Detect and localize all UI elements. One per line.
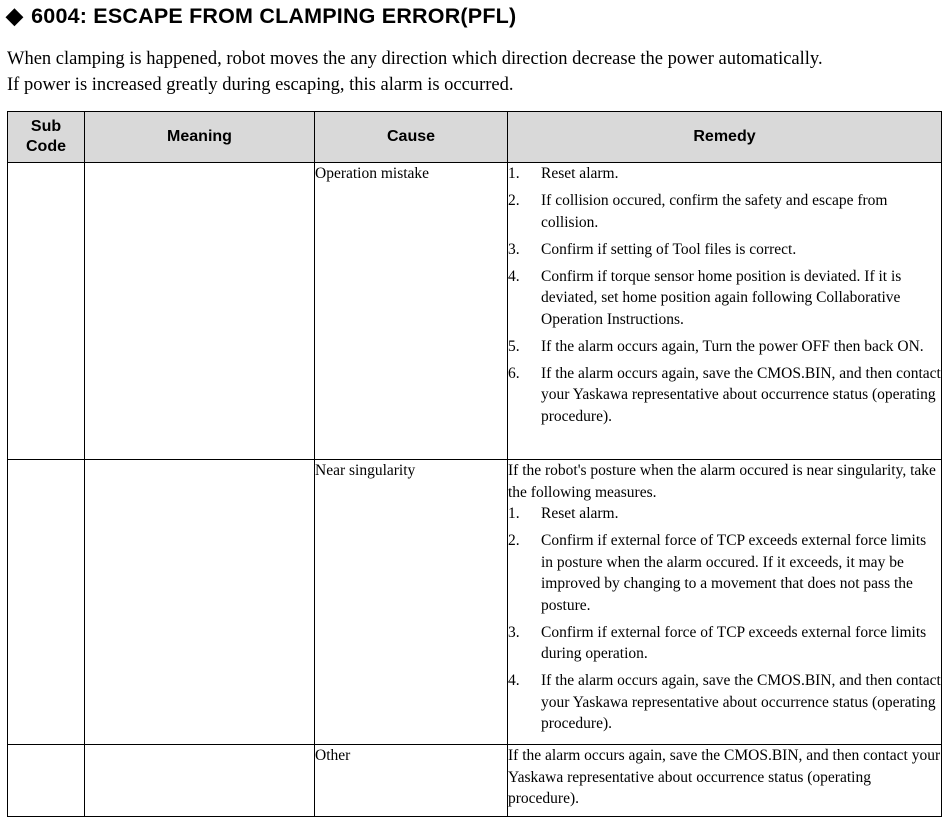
remedy-cell — [508, 460, 942, 745]
step-number: 1. — [508, 165, 520, 182]
table-row — [8, 745, 942, 817]
sub-code-cell — [8, 745, 85, 817]
remedy-step — [508, 622, 941, 665]
cause-cell: Near singularity — [315, 460, 508, 745]
remedy-intro-text: If the alarm occurs again, save the CMOS.BIN, and then contact your Yaskawa representative about occurrence status (operating procedure). — [508, 747, 941, 807]
remedy-step — [508, 503, 941, 525]
remedy-step — [508, 190, 941, 233]
header-remedy: Remedy — [508, 112, 942, 163]
step-number: 5. — [508, 337, 520, 355]
step-number: 1. — [508, 505, 520, 522]
cause-cell: Operation mistake — [315, 163, 508, 460]
diamond-bullet-icon: ◆ — [6, 3, 24, 28]
table-body — [8, 163, 942, 817]
step-text: Confirm if setting of Tool files is correct. — [541, 240, 797, 258]
step-number: 6. — [508, 364, 520, 382]
step-number: 3. — [508, 240, 520, 258]
step-number: 2. — [508, 532, 520, 549]
table-header-row — [8, 112, 942, 163]
remedy-step — [508, 266, 941, 331]
sub-code-cell — [8, 163, 85, 460]
step-text: Confirm if external force of TCP exceeds external force limits during operation. — [541, 623, 927, 662]
alarm-table — [7, 111, 942, 817]
remedy-intro-text: If the robot's posture when the alarm occured is near singularity, take the following measures. — [508, 462, 936, 501]
step-text: If the alarm occurs again, Turn the power OFF then back ON. — [541, 337, 924, 355]
remedy-steps-list — [508, 503, 941, 735]
step-text: If the alarm occurs again, save the CMOS.BIN, and then contact your Yaskawa representative about occurrence status (operating procedure). — [541, 364, 941, 425]
step-text: Reset alarm. — [541, 165, 619, 182]
step-number: 3. — [508, 623, 520, 641]
header-sub-code-line-2: Code — [26, 138, 66, 155]
remedy-cell — [508, 745, 942, 817]
remedy-step — [508, 670, 941, 735]
step-number: 4. — [508, 672, 520, 689]
step-text: Reset alarm. — [541, 505, 619, 522]
meaning-cell — [85, 460, 315, 745]
remedy-cell — [508, 163, 942, 460]
remedy-step — [508, 239, 941, 261]
header-cause: Cause — [315, 112, 508, 163]
remedy-step — [508, 163, 941, 185]
intro-line-1: When clamping is happened, robot moves the any direction which direction decrease the power automatically. — [7, 49, 823, 69]
step-text: Confirm if torque sensor home position is deviated. If it is deviated, set home position again following Collaborative Operation Instructions. — [541, 267, 902, 328]
remedy-step — [508, 363, 941, 428]
intro-line-2: If power is increased greatly during escaping, this alarm is occurred. — [7, 75, 514, 95]
step-text: If the alarm occurs again, save the CMOS.BIN, and then contact your Yaskawa representative about occurrence status (operating procedure). — [541, 672, 941, 732]
page-title — [6, 3, 516, 29]
step-text: If collision occured, confirm the safety and escape from collision. — [541, 192, 888, 231]
meaning-cell — [85, 745, 315, 817]
header-sub-code — [8, 112, 85, 163]
cause-cell: Other — [315, 745, 508, 817]
sub-code-cell — [8, 460, 85, 745]
step-number: 2. — [508, 192, 520, 209]
header-meaning: Meaning — [85, 112, 315, 163]
step-number: 4. — [508, 267, 520, 285]
remedy-step — [508, 530, 941, 616]
meaning-cell — [85, 163, 315, 460]
table-row — [8, 460, 942, 745]
remedy-step — [508, 336, 941, 358]
intro-paragraph — [7, 46, 823, 98]
remedy-steps-list — [508, 163, 941, 427]
table-row — [8, 163, 942, 460]
step-text: Confirm if external force of TCP exceeds external force limits in posture when the alarm occured. If it exceeds, it may be improved by changing to a movement that does not pass the posture. — [541, 532, 927, 614]
header-sub-code-line-1: Sub — [30, 118, 62, 135]
page-title-text: 6004: ESCAPE FROM CLAMPING ERROR(PFL) — [31, 4, 517, 28]
